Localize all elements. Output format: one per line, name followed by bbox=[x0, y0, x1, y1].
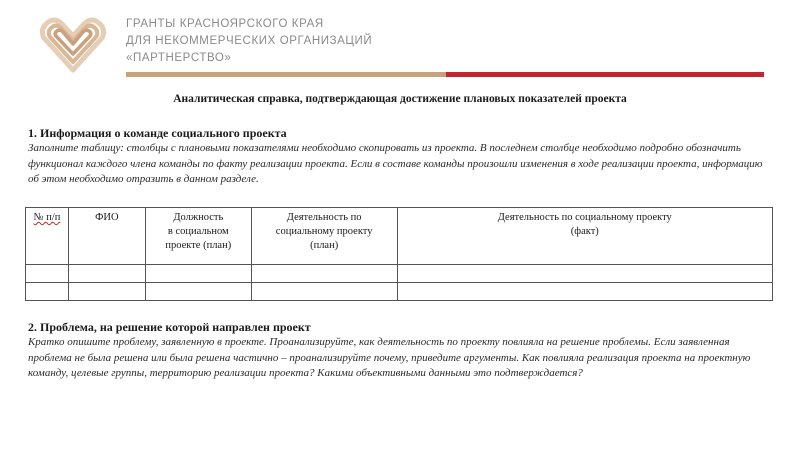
org-name-line-1: ГРАНТЫ КРАСНОЯРСКОГО КРАЯ bbox=[126, 18, 324, 30]
divider-gold-segment bbox=[126, 72, 446, 77]
table-cell[interactable] bbox=[68, 283, 145, 301]
org-name bbox=[126, 16, 372, 67]
table-row bbox=[26, 265, 773, 283]
col-header-activity-plan: Деятельность по социальному проекту (план) bbox=[251, 208, 397, 265]
table-cell[interactable] bbox=[397, 265, 772, 283]
section2-heading: 2. Проблема, на решение которой направлен проект bbox=[28, 320, 311, 334]
table-row bbox=[26, 283, 773, 301]
section1-heading: 1. Информация о команде социального проекта bbox=[28, 126, 287, 140]
document-title: Аналитическая справка, подтверждающая достижение плановых показателей проекта bbox=[173, 93, 627, 105]
table-cell[interactable] bbox=[251, 265, 397, 283]
col-header-position: Должность в социальном проекте (план) bbox=[145, 208, 251, 265]
org-name-line-3: «ПАРТНЕРСТВО» bbox=[126, 52, 232, 64]
header-divider bbox=[126, 72, 764, 77]
col-header-fio: ФИО bbox=[68, 208, 145, 265]
table-cell[interactable] bbox=[397, 283, 772, 301]
table-cell[interactable] bbox=[251, 283, 397, 301]
divider-red-segment bbox=[446, 72, 764, 77]
table-cell[interactable] bbox=[145, 283, 251, 301]
table-cell[interactable] bbox=[145, 265, 251, 283]
org-name-line-2: ДЛЯ НЕКОММЕРЧЕСКИХ ОРГАНИЗАЦИЙ bbox=[126, 35, 373, 47]
section1-instructions: Заполните таблицу: столбцы с плановыми показателями необходимо скопировать из проекта. В последнем столбце необходимо подробно обозначить функционал каждого члена команды по факту реализации проекта. Если в составе команды произошли изменения в ходе реализации проекта, информацию об этом необходимо отразить в данном разделе. bbox=[28, 142, 763, 185]
partnership-logo-icon bbox=[38, 10, 108, 80]
col-header-number: № п/п bbox=[26, 208, 69, 265]
section2-instructions: Кратко опишите проблему, заявленную в проекте. Проанализируйте, как деятельность по проекту повлияла на решение проблемы. Если заявленная проблема не была решена или была решена частично – проанализируйте почему, приведите аргументы. Как повлияла реализация проекта на проектную команду, целевые группы, территорию реализации проекта? Какими объективными данными это подтверждается? bbox=[28, 336, 751, 379]
team-table-header bbox=[26, 208, 773, 265]
table-cell[interactable] bbox=[68, 265, 145, 283]
table-cell[interactable] bbox=[26, 283, 69, 301]
col-header-activity-fact: Деятельность по социальному проекту (факт) bbox=[397, 208, 772, 265]
table-cell[interactable] bbox=[26, 265, 69, 283]
team-table bbox=[25, 207, 773, 301]
